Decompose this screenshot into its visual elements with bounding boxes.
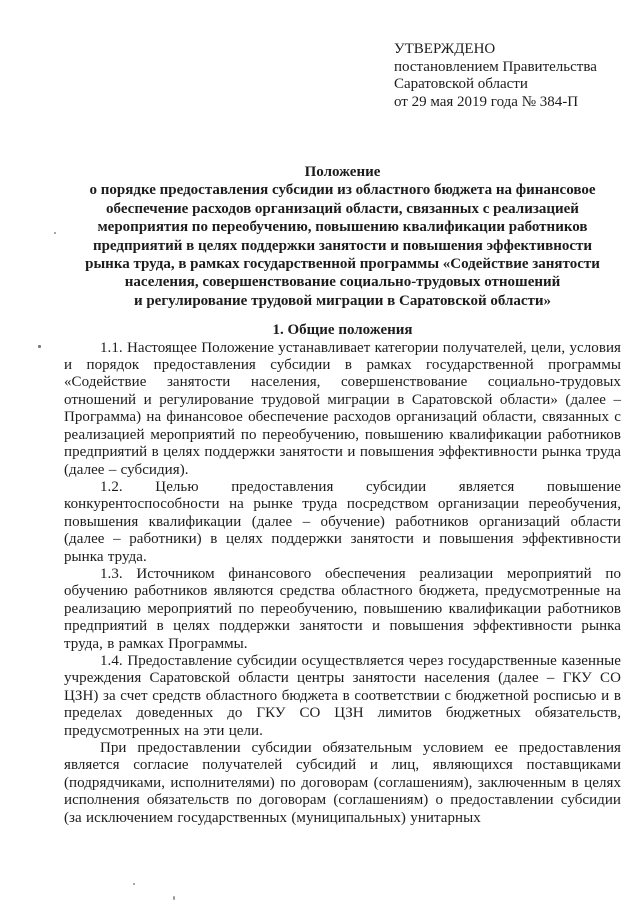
title-line: предприятий в целях поддержки занятости и повышения эффективности bbox=[92, 237, 593, 254]
paragraph-1-2: 1.2. Целью предоставления субсидии является повышение конкурентоспособности на рынке труда посредством организации переобучения, повышения квалификации (далее – обучение) работников организаций области (далее – работники) в целях поддержки занятости и повышения эффективности рынка труда. bbox=[64, 478, 621, 565]
approval-line: от 29 мая 2019 года № 384-П bbox=[394, 93, 579, 110]
scan-speck bbox=[54, 232, 56, 234]
title-line: обеспечение расходов организаций области, связанных с реализацией bbox=[106, 200, 579, 217]
approval-stamp-block bbox=[394, 41, 630, 111]
title-line: о порядке предоставления субсидии из областного бюджета на финансовое bbox=[89, 182, 596, 199]
title-line: Положение bbox=[304, 164, 381, 180]
scan-speck bbox=[38, 345, 41, 348]
scan-speck bbox=[173, 896, 175, 900]
approval-line: Саратовской области bbox=[394, 76, 528, 93]
title-line: рынка труда, в рамках государственной программы «Содействие занятости bbox=[85, 256, 600, 273]
document-body bbox=[64, 163, 621, 827]
title-line: и регулирование трудовой миграции в Саратовской области» bbox=[133, 292, 552, 309]
title-line: населения, совершенствование социально-трудовых отношений bbox=[124, 274, 561, 291]
approval-line: УТВЕРЖДЕНО bbox=[394, 41, 496, 57]
section-heading: 1. Общие положения bbox=[272, 322, 413, 339]
scan-speck bbox=[133, 883, 135, 885]
paragraph-1-3: 1.3. Источником финансового обеспечения реализации мероприятий по обучению работников являются средства областного бюджета, предусмотренные на реализацию мероприятий по переобучению, повышению квалификации работников предприятий в целях поддержки занятости и повышения эффективности рынка труда, в рамках Программы. bbox=[64, 565, 621, 652]
approval-line: постановлением Правительства bbox=[394, 58, 597, 75]
paragraph-conditions: При предоставлении субсидии обязательным условием ее предоставления является согласие получателей субсидий и лиц, являющихся поставщиками (подрядчиками, исполнителями) по договорам (соглашениям), заключенным в целях исполнения обязательств по договорам (соглашениям) о предоставлении субсидии (за исключением государственных (муниципальных) унитарных bbox=[64, 740, 621, 826]
paragraph-1-4: 1.4. Предоставление субсидии осуществляется через государственные казенные учреждения Саратовской области центры занятости населения (далее – ГКУ СО ЦЗН) за счет средств областного бюджета в соответствии с бюджетной росписью и в пределах доведенных до ГКУ СО ЦЗН лимитов бюджетных обязательств, предусмотренных на эти цели. bbox=[64, 652, 621, 739]
document-title bbox=[64, 163, 621, 310]
title-line: мероприятия по переобучению, повышению квалификации работников bbox=[97, 219, 588, 236]
paragraph-1-1: 1.1. Настоящее Положение устанавливает категории получателей, цели, условия и порядок предоставления субсидии в рамках государственной программы «Содействие занятости населения, совершенствование социально-трудовых отношений и регулирование трудовой миграции в Саратовской области» (далее – Программа) на финансовое обеспечение расходов организаций области, связанных с реализацией мероприятий по переобучению, повышению квалификации работников предприятий в целях поддержки занятости и повышения эффективности рынка труда (далее – субсидия). bbox=[64, 339, 621, 478]
